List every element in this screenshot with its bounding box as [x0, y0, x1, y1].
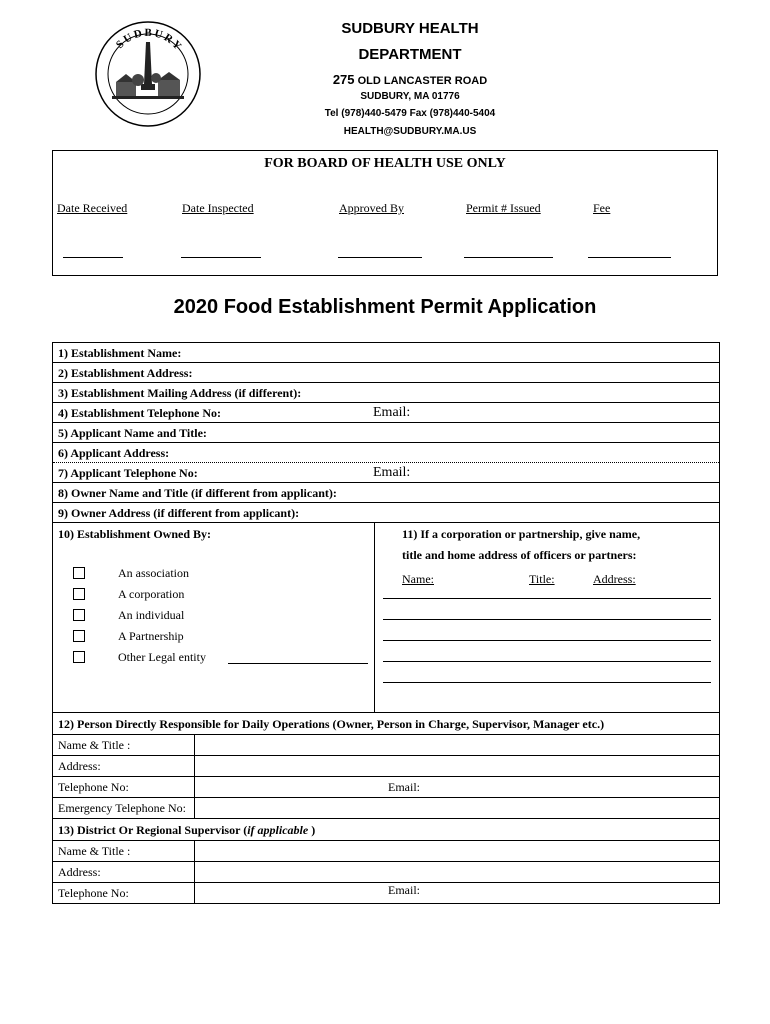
supervisor-name-field[interactable] [53, 841, 719, 862]
officer-line-1[interactable] [383, 598, 711, 599]
establishment-telephone-label: 4) Establishment Telephone No: [58, 406, 222, 420]
district-supervisor-heading-pre: 13) District Or Regional Supervisor ( [58, 823, 248, 837]
district-supervisor-heading-post: ) [308, 823, 316, 837]
operations-telephone-field[interactable] [53, 777, 719, 798]
establishment-name-label: 1) Establishment Name: [58, 346, 182, 360]
checkbox-other-entity[interactable] [73, 651, 85, 663]
officer-line-3[interactable] [383, 640, 711, 641]
board-title: FOR BOARD OF HEALTH USE ONLY [264, 156, 506, 171]
owned-by-question: 10) Establishment Owned By: [58, 527, 212, 541]
org-name-line1: SUDBURY HEALTH [341, 20, 479, 37]
officers-panel [375, 523, 719, 712]
operations-telephone-label: Telephone No: [53, 777, 195, 797]
officers-name-header: Name: [402, 572, 434, 586]
establishment-mailing-address-field[interactable] [53, 383, 719, 403]
applicant-address-label: 6) Applicant Address: [58, 446, 170, 460]
org-name-line2: DEPARTMENT [358, 46, 462, 63]
application-form [52, 342, 720, 904]
checkbox-individual[interactable] [73, 609, 85, 621]
org-city: SUDBURY, MA 01776 [360, 91, 460, 102]
org-email: HEALTH@SUDBURY.MA.US [343, 126, 477, 137]
permit-issued-field[interactable] [464, 257, 553, 258]
other-entity-input[interactable] [228, 663, 368, 664]
owner-address-field[interactable] [53, 503, 719, 523]
approved-by-label: Approved By [339, 201, 404, 215]
officers-title-header: Title: [529, 572, 555, 586]
applicant-email-label: Email: [373, 465, 411, 480]
operations-person-heading [53, 713, 719, 735]
applicant-name-label: 5) Applicant Name and Title: [58, 426, 207, 440]
permit-issued-label: Permit # Issued [466, 201, 541, 215]
option-corporation-label: A corporation [118, 587, 185, 601]
date-inspected-field[interactable] [181, 257, 261, 258]
officer-line-4[interactable] [383, 661, 711, 662]
applicant-telephone-field[interactable] [53, 463, 719, 483]
officer-line-5[interactable] [383, 682, 711, 683]
owner-name-label: 8) Owner Name and Title (if different from applicant): [58, 486, 337, 500]
address-number: 275 [332, 72, 355, 87]
operations-address-label: Address: [53, 756, 195, 776]
establishment-name-field[interactable] [53, 343, 719, 363]
operations-name-field[interactable] [53, 735, 719, 756]
supervisor-name-label: Name & Title : [53, 841, 195, 861]
officer-line-2[interactable] [383, 619, 711, 620]
operations-person-heading-text: 12) Person Directly Responsible for Daily Operations (Owner, Person in Charge, Supervisor, Manager etc.) [58, 717, 605, 731]
officers-question-line1: 11) If a corporation or partnership, give name, [402, 527, 641, 541]
owner-address-label: 9) Owner Address (if different from applicant): [58, 506, 300, 520]
supervisor-email-label: Email: [388, 883, 420, 897]
establishment-email-label: Email: [373, 405, 411, 420]
fee-field[interactable] [588, 257, 671, 258]
operations-emergency-label: Emergency Telephone No: [53, 798, 195, 818]
org-address [260, 72, 560, 87]
district-supervisor-heading-em: if applicable [247, 823, 309, 837]
approved-by-field[interactable] [338, 257, 422, 258]
establishment-address-field[interactable] [53, 363, 719, 383]
date-received-field[interactable] [63, 257, 123, 258]
establishment-address-label: 2) Establishment Address: [58, 366, 193, 380]
supervisor-telephone-field[interactable] [53, 883, 719, 904]
officers-question-line2: title and home address of officers or partners: [402, 548, 637, 562]
option-association-label: An association [118, 566, 189, 580]
operations-email-label: Email: [388, 780, 420, 794]
district-supervisor-heading [53, 819, 719, 841]
checkbox-association[interactable] [73, 567, 85, 579]
supervisor-address-label: Address: [53, 862, 195, 882]
address-street: OLD LANCASTER ROAD [357, 75, 488, 87]
checkbox-partnership[interactable] [73, 630, 85, 642]
establishment-mailing-address-label: 3) Establishment Mailing Address (if different): [58, 386, 302, 400]
applicant-telephone-label: 7) Applicant Telephone No: [58, 466, 198, 480]
owner-name-field[interactable] [53, 483, 719, 503]
applicant-address-field[interactable] [53, 443, 719, 463]
fee-label: Fee [593, 201, 611, 215]
owned-by-panel [53, 523, 375, 712]
sudbury-town-seal [94, 20, 202, 128]
establishment-telephone-field[interactable] [53, 403, 719, 423]
operations-emergency-field[interactable] [53, 798, 719, 819]
option-individual-label: An individual [118, 608, 185, 622]
option-partnership-label: A Partnership [118, 629, 184, 643]
date-received-label: Date Received [57, 201, 128, 215]
date-inspected-label: Date Inspected [182, 201, 254, 215]
operations-name-label: Name & Title : [53, 735, 195, 755]
supervisor-address-field[interactable] [53, 862, 719, 883]
form-title: 2020 Food Establishment Permit Application [173, 296, 597, 318]
checkbox-corporation[interactable] [73, 588, 85, 600]
officers-address-header: Address: [593, 572, 636, 586]
option-other-entity-label: Other Legal entity [118, 650, 206, 664]
operations-address-field[interactable] [53, 756, 719, 777]
ownership-section [53, 523, 719, 713]
org-phone-fax: Tel (978)440-5479 Fax (978)440-5404 [324, 108, 496, 119]
supervisor-telephone-label: Telephone No: [53, 883, 195, 903]
seal-text: SUDBURY [113, 26, 185, 54]
board-of-health-box [52, 150, 718, 276]
applicant-name-field[interactable] [53, 423, 719, 443]
